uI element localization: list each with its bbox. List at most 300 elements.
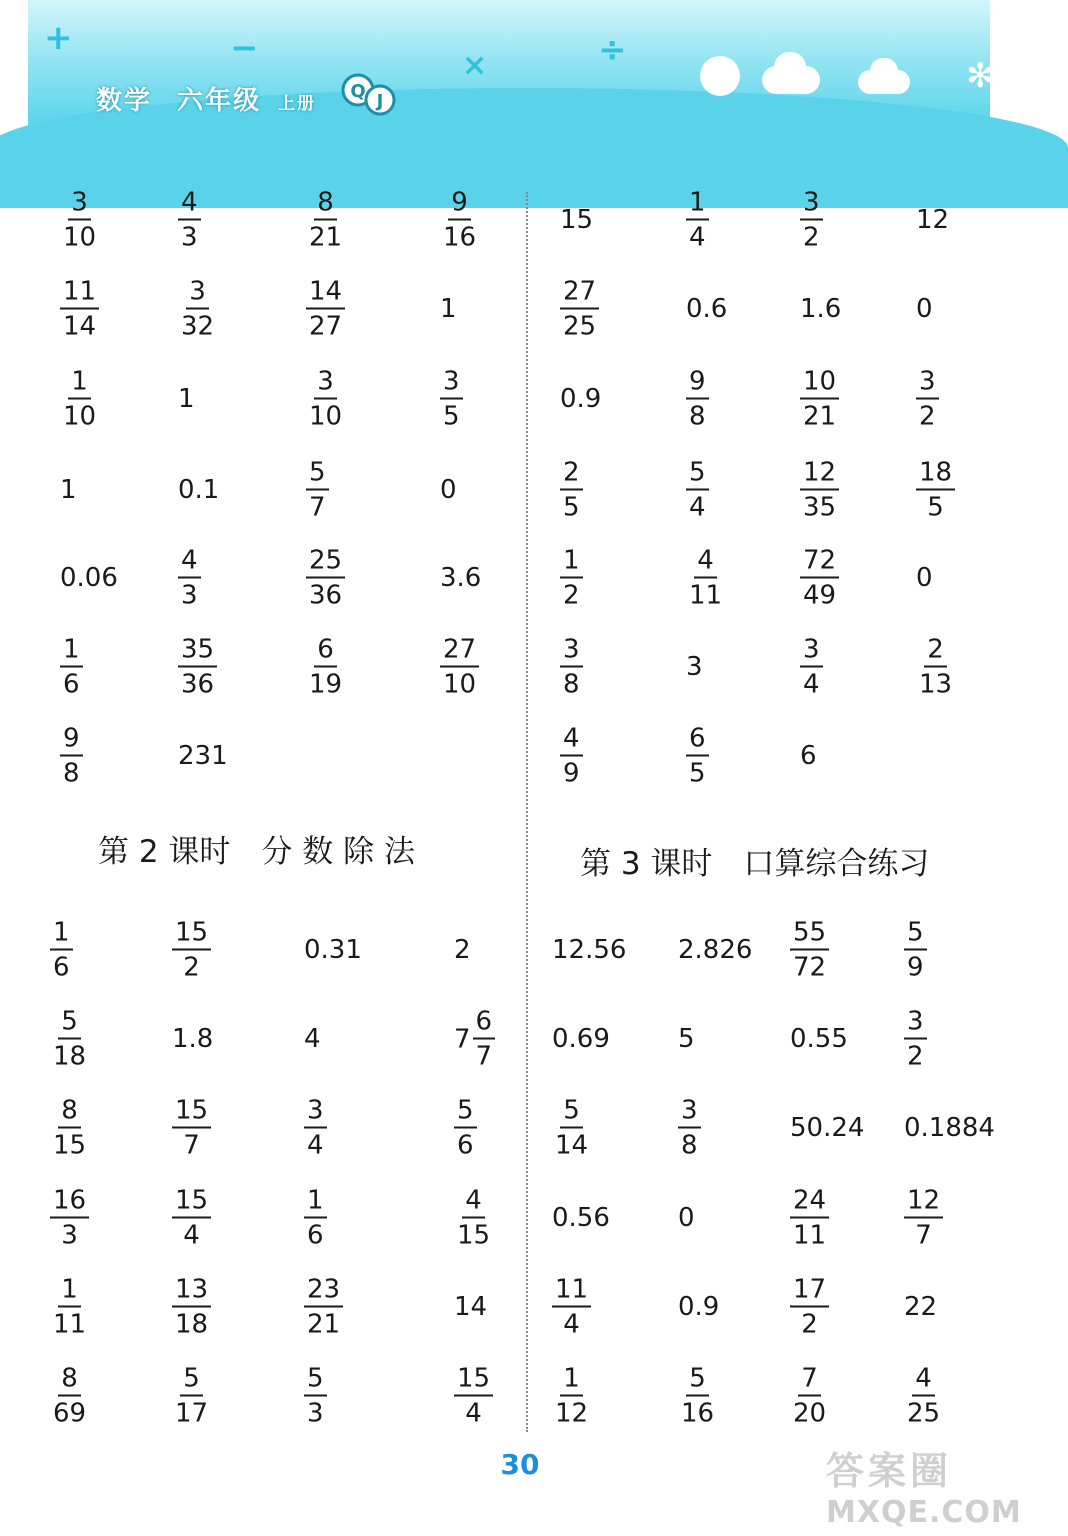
header-title xyxy=(96,80,316,117)
fraction xyxy=(454,1363,493,1429)
answer-cell xyxy=(800,545,839,611)
answer-cell: 1 xyxy=(440,294,457,324)
numerator: 1 xyxy=(686,190,709,221)
fraction xyxy=(916,366,939,432)
answer-cell xyxy=(440,366,463,432)
numerator: 9 xyxy=(448,190,471,221)
answer-cell xyxy=(172,1363,211,1429)
answer-cell: 15 xyxy=(560,205,594,235)
numerator: 1 xyxy=(560,1366,583,1397)
denominator: 11 xyxy=(53,1309,87,1340)
answer-cell xyxy=(678,1363,717,1429)
fraction xyxy=(60,366,99,432)
fraction xyxy=(790,1363,829,1429)
denominator: 21 xyxy=(309,222,343,253)
fraction xyxy=(440,187,479,253)
answer-cell xyxy=(178,276,217,342)
numerator: 6 xyxy=(686,726,709,757)
numerator: 17 xyxy=(790,1277,829,1308)
sun-icon xyxy=(700,56,740,96)
numerator: 11 xyxy=(60,279,99,310)
fraction xyxy=(904,1185,943,1251)
fraction xyxy=(473,1006,496,1072)
answer-cell xyxy=(552,1095,591,1161)
numerator: 3 xyxy=(916,369,939,400)
numerator: 72 xyxy=(800,548,839,579)
answer-cell xyxy=(560,634,583,700)
fraction xyxy=(304,1274,343,1340)
numerator: 5 xyxy=(306,460,329,491)
fraction xyxy=(560,276,599,342)
answer-cell xyxy=(678,1095,701,1161)
denominator: 6 xyxy=(63,669,80,700)
fraction xyxy=(800,634,823,700)
fraction xyxy=(172,1274,211,1340)
answer-cell xyxy=(60,187,99,253)
numerator: 5 xyxy=(686,1366,709,1397)
answer-cell xyxy=(172,1185,211,1251)
denominator: 4 xyxy=(803,669,820,700)
numerator: 7 xyxy=(798,1366,821,1397)
denominator: 25 xyxy=(563,311,597,342)
fraction xyxy=(552,1095,591,1161)
denominator: 35 xyxy=(803,492,837,523)
denominator: 9 xyxy=(563,758,580,789)
denominator: 18 xyxy=(175,1309,209,1340)
answer-cell: 3 xyxy=(686,652,703,682)
numerator: 5 xyxy=(58,1009,81,1040)
grade-label: 六年级 xyxy=(177,86,262,116)
numerator: 9 xyxy=(686,369,709,400)
answer-cell: 0.1 xyxy=(178,475,220,505)
numerator: 25 xyxy=(306,548,345,579)
denominator: 14 xyxy=(555,1130,589,1161)
numerator: 4 xyxy=(462,1188,485,1219)
denominator: 7 xyxy=(309,492,326,523)
answer-cell: 0.56 xyxy=(552,1203,610,1233)
answer-cell xyxy=(440,634,479,700)
denominator: 6 xyxy=(307,1220,324,1251)
numerator: 4 xyxy=(178,548,201,579)
answer-cell xyxy=(560,276,599,342)
denominator: 5 xyxy=(927,492,944,523)
denominator: 36 xyxy=(181,669,215,700)
numerator: 6 xyxy=(473,1009,496,1040)
denominator: 2 xyxy=(563,580,580,611)
answer-cell xyxy=(172,917,211,983)
answer-cell xyxy=(560,545,583,611)
watermark xyxy=(826,1440,1022,1530)
answer-cell: 0.06 xyxy=(60,563,118,593)
answer-cell xyxy=(916,634,955,700)
answer-cell xyxy=(172,1095,211,1161)
answer-cell xyxy=(686,545,725,611)
numerator: 3 xyxy=(186,279,209,310)
numerator: 8 xyxy=(58,1098,81,1129)
answer-cell xyxy=(904,917,927,983)
answer-cell xyxy=(686,366,709,432)
answer-cell: 12.56 xyxy=(552,935,627,965)
denominator: 49 xyxy=(803,580,837,611)
denominator: 10 xyxy=(63,222,97,253)
denominator: 8 xyxy=(63,758,80,789)
denominator: 4 xyxy=(689,492,706,523)
answer-cell: 50.24 xyxy=(790,1113,865,1143)
numerator: 5 xyxy=(180,1366,203,1397)
answer-cell xyxy=(304,1363,327,1429)
fraction xyxy=(172,1363,211,1429)
answer-cell: 0 xyxy=(916,294,933,324)
denominator: 10 xyxy=(443,669,477,700)
minus-icon: − xyxy=(230,28,259,68)
fraction xyxy=(306,366,345,432)
numerator: 1 xyxy=(560,548,583,579)
answer-cell xyxy=(178,634,217,700)
numerator: 9 xyxy=(60,726,83,757)
answer-cell xyxy=(454,1095,477,1161)
numerator: 4 xyxy=(560,726,583,757)
fraction xyxy=(454,1185,493,1251)
denominator: 3 xyxy=(181,580,198,611)
answer-cell xyxy=(800,634,823,700)
answer-cell: 0.6 xyxy=(686,294,728,324)
fraction xyxy=(904,917,927,983)
answer-cell xyxy=(552,1363,591,1429)
column-divider xyxy=(526,192,528,1432)
denominator: 13 xyxy=(919,669,953,700)
fraction xyxy=(560,723,583,789)
numerator: 15 xyxy=(172,1188,211,1219)
numerator: 35 xyxy=(178,637,217,668)
denominator: 16 xyxy=(681,1398,715,1429)
numerator: 3 xyxy=(314,369,337,400)
denominator: 19 xyxy=(309,669,343,700)
numerator: 3 xyxy=(560,637,583,668)
fraction xyxy=(306,545,345,611)
fraction xyxy=(306,187,345,253)
fraction xyxy=(178,545,201,611)
denominator: 8 xyxy=(681,1130,698,1161)
fraction xyxy=(50,1006,89,1072)
answer-cell xyxy=(800,366,839,432)
answer-cell xyxy=(60,634,83,700)
fraction xyxy=(60,634,83,700)
numerator: 3 xyxy=(800,637,823,668)
fraction xyxy=(916,457,955,523)
numerator: 5 xyxy=(686,460,709,491)
answer-cell: 14 xyxy=(454,1292,488,1322)
denominator: 2 xyxy=(803,222,820,253)
numerator: 14 xyxy=(306,279,345,310)
answer-cell: 0.1884 xyxy=(904,1113,995,1143)
answer-cell xyxy=(454,1185,493,1251)
answer-cell xyxy=(306,276,345,342)
header-banner xyxy=(28,0,995,143)
fraction xyxy=(50,1363,89,1429)
fraction xyxy=(560,545,583,611)
numerator: 15 xyxy=(172,920,211,951)
denominator: 10 xyxy=(309,401,343,432)
numerator: 2 xyxy=(560,460,583,491)
denominator: 3 xyxy=(61,1220,78,1251)
answer-cell xyxy=(50,1095,89,1161)
fraction xyxy=(800,545,839,611)
denominator: 2 xyxy=(919,401,936,432)
fraction xyxy=(800,457,839,523)
answer-cell xyxy=(454,1006,495,1072)
qj-logo xyxy=(340,72,400,116)
fraction xyxy=(686,366,709,432)
answer-cell xyxy=(916,366,939,432)
denominator: 11 xyxy=(793,1220,827,1251)
denominator: 20 xyxy=(793,1398,827,1429)
answer-cell xyxy=(50,1363,89,1429)
denominator: 17 xyxy=(175,1398,209,1429)
qj-logo-j: J xyxy=(376,91,384,112)
denominator: 72 xyxy=(793,952,827,983)
answer-cell: 3.6 xyxy=(440,563,482,593)
denominator: 2 xyxy=(907,1041,924,1072)
denominator: 3 xyxy=(181,222,198,253)
answer-cell xyxy=(904,1185,943,1251)
numerator: 5 xyxy=(560,1098,583,1129)
fraction xyxy=(686,723,709,789)
fraction xyxy=(678,1095,701,1161)
answer-cell xyxy=(60,366,99,432)
numerator: 27 xyxy=(560,279,599,310)
denominator: 4 xyxy=(307,1130,324,1161)
answer-cell: 0 xyxy=(678,1203,695,1233)
fraction xyxy=(304,1363,327,1429)
fraction xyxy=(560,634,583,700)
fraction xyxy=(306,634,345,700)
answer-cell xyxy=(306,366,345,432)
denominator: 3 xyxy=(307,1398,324,1429)
answer-cell: 0 xyxy=(440,475,457,505)
answer-cell: 12 xyxy=(916,205,950,235)
denominator: 7 xyxy=(915,1220,932,1251)
numerator: 4 xyxy=(178,190,201,221)
fraction xyxy=(178,634,217,700)
numerator: 3 xyxy=(440,369,463,400)
answer-cell: 22 xyxy=(904,1292,938,1322)
denominator: 2 xyxy=(801,1309,818,1340)
numerator: 3 xyxy=(678,1098,701,1129)
fraction xyxy=(552,1363,591,1429)
fraction xyxy=(686,545,725,611)
denominator: 14 xyxy=(63,311,97,342)
qj-logo-q: Q xyxy=(350,81,366,102)
watermark-line-2: MXQE.COM xyxy=(826,1495,1022,1530)
fraction xyxy=(800,187,823,253)
volume-label: 上册 xyxy=(278,94,317,114)
fraction xyxy=(440,634,479,700)
answer-cell xyxy=(306,545,345,611)
answer-cell xyxy=(304,1274,343,1340)
answer-cell xyxy=(560,723,583,789)
answer-cell: 1 xyxy=(60,475,77,505)
answer-cell: 1 xyxy=(178,384,195,414)
denominator: 4 xyxy=(689,222,706,253)
numerator: 5 xyxy=(304,1366,327,1397)
fraction xyxy=(560,457,583,523)
fraction xyxy=(172,1095,211,1161)
answer-cell xyxy=(790,1185,829,1251)
fraction xyxy=(916,634,955,700)
answer-cell xyxy=(686,187,709,253)
numerator: 18 xyxy=(916,460,955,491)
answer-cell xyxy=(800,187,823,253)
fraction xyxy=(178,276,217,342)
numerator: 1 xyxy=(50,920,73,951)
denominator: 16 xyxy=(443,222,477,253)
denominator: 8 xyxy=(689,401,706,432)
answer-cell xyxy=(916,457,955,523)
denominator: 2 xyxy=(183,952,200,983)
fraction xyxy=(178,187,201,253)
denominator: 8 xyxy=(563,669,580,700)
page-number: 30 xyxy=(500,1448,540,1481)
numerator: 11 xyxy=(552,1277,591,1308)
answer-cell: 231 xyxy=(178,741,228,771)
fraction xyxy=(904,1006,927,1072)
numerator: 8 xyxy=(58,1366,81,1397)
answer-cell: 2.826 xyxy=(678,935,753,965)
fraction xyxy=(50,1095,89,1161)
numerator: 4 xyxy=(912,1366,935,1397)
fraction xyxy=(60,187,99,253)
answer-cell: 0.9 xyxy=(560,384,602,414)
answer-cell: 0.9 xyxy=(678,1292,720,1322)
answer-cell: 4 xyxy=(304,1024,321,1054)
answer-cell xyxy=(904,1006,927,1072)
answer-cell: 6 xyxy=(800,741,817,771)
denominator: 5 xyxy=(563,492,580,523)
denominator: 10 xyxy=(63,401,97,432)
snowflake-icon: ✻ xyxy=(966,56,995,96)
answer-cell xyxy=(790,917,829,983)
answer-cell xyxy=(904,1363,943,1429)
answer-cell xyxy=(50,1274,89,1340)
answer-cell: 0.55 xyxy=(790,1024,848,1054)
fraction xyxy=(790,1274,829,1340)
fraction xyxy=(50,1274,89,1340)
numerator: 3 xyxy=(68,190,91,221)
answer-cell: 1.6 xyxy=(800,294,842,324)
denominator: 5 xyxy=(443,401,460,432)
answer-cell: 0.69 xyxy=(552,1024,610,1054)
numerator: 15 xyxy=(172,1098,211,1129)
divide-icon: ÷ xyxy=(598,30,627,70)
answer-cell xyxy=(60,276,99,342)
numerator: 4 xyxy=(694,548,717,579)
answer-cell xyxy=(440,187,479,253)
fraction xyxy=(552,1274,591,1340)
answer-cell xyxy=(790,1363,829,1429)
answer-cell: 5 xyxy=(678,1024,695,1054)
denominator: 7 xyxy=(475,1041,493,1072)
denominator: 25 xyxy=(907,1398,941,1429)
denominator: 15 xyxy=(457,1220,491,1251)
watermark-line-1: 答案圈 xyxy=(826,1449,953,1493)
fraction xyxy=(60,276,99,342)
denominator: 15 xyxy=(53,1130,87,1161)
denominator: 21 xyxy=(803,401,837,432)
whole-part: 7 xyxy=(454,1024,471,1054)
answer-cell xyxy=(60,723,83,789)
denominator: 6 xyxy=(53,952,70,983)
numerator: 1 xyxy=(60,637,83,668)
denominator: 21 xyxy=(307,1309,341,1340)
fraction xyxy=(172,1185,211,1251)
numerator: 24 xyxy=(790,1188,829,1219)
denominator: 11 xyxy=(689,580,723,611)
fraction xyxy=(454,1095,477,1161)
section-title-lesson-2: 第 2 课时 分 数 除 法 xyxy=(98,834,415,870)
fraction xyxy=(678,1363,717,1429)
fraction xyxy=(306,276,345,342)
answer-cell: 0 xyxy=(916,563,933,593)
fraction xyxy=(304,1185,327,1251)
denominator: 36 xyxy=(309,580,343,611)
numerator: 6 xyxy=(314,637,337,668)
answer-cell xyxy=(178,187,201,253)
answer-cell xyxy=(552,1274,591,1340)
fraction xyxy=(50,917,73,983)
denominator: 27 xyxy=(309,311,343,342)
numerator: 16 xyxy=(50,1188,89,1219)
answer-cell xyxy=(800,457,839,523)
answer-cell xyxy=(686,723,709,789)
answer-cell xyxy=(50,1006,89,1072)
numerator: 23 xyxy=(304,1277,343,1308)
numerator: 55 xyxy=(790,920,829,951)
fraction xyxy=(904,1363,943,1429)
numerator: 8 xyxy=(314,190,337,221)
denominator: 69 xyxy=(53,1398,87,1429)
denominator: 7 xyxy=(183,1130,200,1161)
answer-cell xyxy=(306,187,345,253)
answer-cell xyxy=(686,457,709,523)
numerator: 1 xyxy=(58,1277,81,1308)
answer-cell: 2 xyxy=(454,935,471,965)
fraction xyxy=(172,917,211,983)
answer-cell xyxy=(50,1185,89,1251)
denominator: 5 xyxy=(689,758,706,789)
numerator: 3 xyxy=(904,1009,927,1040)
denominator: 9 xyxy=(907,952,924,983)
numerator: 5 xyxy=(904,920,927,951)
fraction xyxy=(304,1095,327,1161)
subject-label: 数学 xyxy=(96,86,153,116)
answer-cell xyxy=(306,457,329,523)
fraction xyxy=(440,366,463,432)
numerator: 10 xyxy=(800,369,839,400)
fraction xyxy=(686,187,709,253)
fraction xyxy=(790,1185,829,1251)
numerator: 15 xyxy=(454,1366,493,1397)
answer-cell xyxy=(178,545,201,611)
section-title-lesson-3: 第 3 课时 口算综合练习 xyxy=(580,846,930,882)
numerator: 2 xyxy=(924,637,947,668)
fraction xyxy=(306,457,329,523)
denominator: 18 xyxy=(53,1041,87,1072)
answer-cell: 0.31 xyxy=(304,935,362,965)
answer-cell xyxy=(790,1274,829,1340)
fraction xyxy=(60,723,83,789)
fraction xyxy=(50,1185,89,1251)
numerator: 3 xyxy=(800,190,823,221)
